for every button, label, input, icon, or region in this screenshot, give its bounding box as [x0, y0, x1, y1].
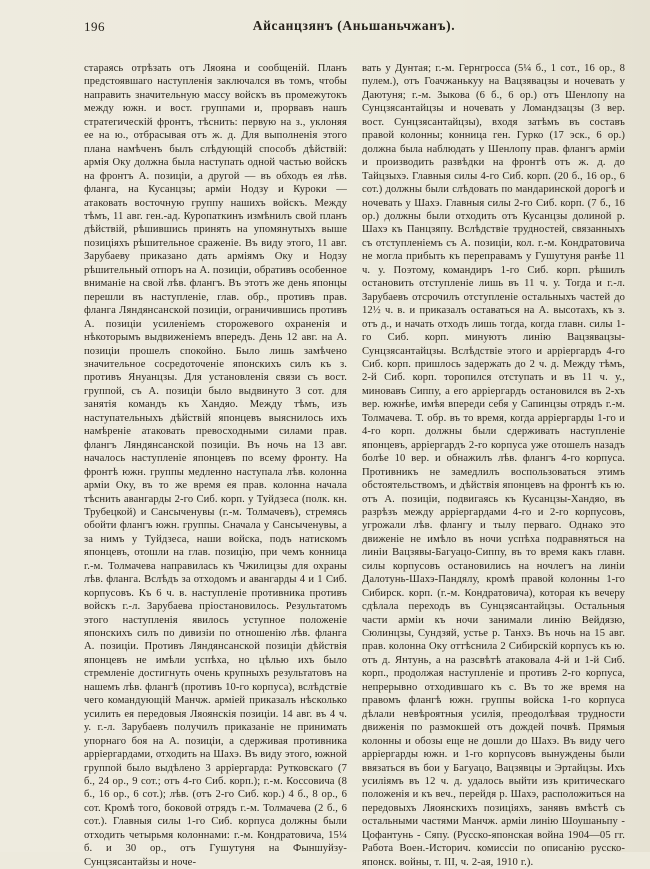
text-columns	[84, 62, 625, 869]
left-column-text: стараясь отрѣзать отъ Ляояна и сообщеній. Планъ предстоявшаго наступленія заключался въ томъ, чтобы направить значительную массу войскъ въ промежутокъ между южн. и вост. группами и, прорвавъ нашъ стратегическій фронтъ, тѣснить: первую на з., уклоняя ее на ю., отбрасывая отъ ж. д. Для выполненія этого плана намѣченъ былъ слѣдующій способъ дѣйствій: армія Оку должна была наступать одной частью войскъ на фронтъ А. позиціи, а другой — въ обходъ ея лѣв. фланга, на Кусанцзы; арміи Нодзу и Куроки — атаковать восточную группу нашихъ войскъ. Между тѣмъ, 11 авг. ген.-ад. Куропаткинъ измѣнилъ свой планъ дѣйствій, рѣшившись принять на упомянутыхъ выше позиціяхъ рѣшительное сраженіе. Въ виду этого, 11 авг. Зарубаеву приказано дать арміямъ Оку и Нодзу рѣшительный отпоръ на А. позиціи, обративъ особенное вниманіе на свой лѣв. флангъ. Въ этотъ же день японцы перешли въ наступленіе, глав. обр., противъ прав. фланга Ляндянсанской позиціи, ограничившись противъ А. позиціи усиленіемъ сторожевого охраненія и нѣкоторымъ выдвиженіемъ впередъ. День 12 авг. на А. позиціи прошелъ спокойно. Было лишь замѣчено значительное сосредоточеніе японскихъ силъ къ з. противъ Януанцзы. Для установленія связи съ вост. группой, съ А. позиціи было выдвинуто 3 сот. для занятія командъ къ Хандяо. Между тѣмъ, изъ наступательныхъ дѣйствій японцевъ выяснилось ихъ намѣреніе атаковать превосходными силами прав. флангъ Ляндянсанской позиціи. Въ ночь на 13 авг. началось наступленіе японцевъ по всему фронту. На фронтѣ южн. группы медленно наступала лѣв. колонна арміи Оку, въ то же время ея прав. колонна начала тѣснить авангарды 2-го Сиб. корп. у Туйдзеса (полк. кн. Трубецкой) и Сансыченувы (г.-м. Толмачевъ), стремясь обойти флангъ южн. группы. Сначала у Сансыченувы, а за нимъ у Туйдзеса, наши войска, подъ натискомъ японцевъ, отошли на глав. позицію, при чемъ конница г.-м. Толмачева направилась къ Чжилицзы для охраны лѣв. фланга. Вслѣдъ за отходомъ и авангарды 4 и 1 Сиб. корпусовъ. Къ 6 ч. в. наступленіе противника противъ войскъ г.-л. Зарубаева пріостановилось. Результатомъ этого наступленія явилось уступное положеніе японскихъ силъ по дивизіи по отношенію лѣв. фланга А. позиціи. Противъ Ляндянсанской позиціи дѣйствія японцевъ не имѣли успѣха, но цѣлью ихъ было стремленіе достигнуть очень крупныхъ результатовъ на нашемъ лѣв. флангѣ (противъ 10-го корпуса), вслѣдствіе чего командующій Манчж. арміей приказалъ нѣсколько усилить ея передовыя Ляоянскія позиціи. 14 авг. въ 4 ч. у. г.-л. Зарубаевъ получилъ приказаніе не принимать упорнаго боя на А. позиціи, а сдерживая противника арріергардами, отходить на Шахэ. Въ виду этого, южной группой было выдѣлено 3 арріергарда: Рутковскаго (7 б., 24 ор., 9 сот.; отъ 4-го Сиб. корп.); г.-м. Коссовича (8 б., 16 ор., 6 сот.); лѣв. (отъ 2-го Сиб. кор.) 4 б., 8 ор., 6 сот. Кромѣ того, боковой отрядъ г.-м. Толмачева (2 б., 6 сот.). Главныя силы 1-го Сиб. корпуса должны были отходить четырьмя колоннами: г.-м. Кондратовича, 15¼ б. и 30 ор., отъ Гушутуня на Фыншуйзу-Сунцзясантайзы и ноче-	[84, 63, 347, 868]
running-head: Айсанцзянъ (Аньшаньчжанъ).	[252, 18, 456, 33]
right-column-text: вать у Дунтая; г.-м. Гернгросса (5¼ б., 1 сот., 16 ор., 8 пулем.), отъ Гоачжанькуу на Вацзявацзы и ночевать у Даютуня; г.-м. Зыкова (6 б., 6 ор.) отъ Шенлопу на Сунцзясантайцзы и ночевать у Ломандзацзы (3 вер. вост. Сунцзясантайцзы), входя затѣмъ въ составъ правой колонны; конница ген. Гурко (17 эск., 6 ор.) должна была наблюдать у Шенлопу прав. флангъ арміи и производить развѣдки на фронтѣ отъ ж. д. до Тайцзыхэ. Главныя силы 4-го Сиб. корп. (20 б., 16 ор., 6 сот.) должны были слѣдовать по мандаринской дорогѣ и ночевать у Шахэ. Главныя силы 2-го Сиб. корп. (7 б., 16 ор.) должны были отходить отъ Кусанцзы долиной р. Шахэ къ Панцзяпу. Вслѣдствіе трудностей, связанныхъ съ отступленіемъ съ А. позиціи, кол. г.-м. Кондратовича не могла прибыть къ переправамъ у Гушутуня ранѣе 11 ч. у. Поэтому, командиръ 1-го Сиб. корп. рѣшилъ остановить отступленіе лишь въ 11 ч. у. Тогда и г.-л. Зарубаевъ отсрочилъ отступленіе остальныхъ частей до 12½ ч. в. и приказалъ оставаться на А. высотахъ, къ з. отъ д., и начать отходъ лишь тогда, когда главн. силы 1-го Сиб. корп. минуютъ линію Вацзявацзы-Сунцзясантайцзы. Вслѣдствіе этого и арріергардъ 4-го Сиб. корп. пришлось задержать до 2 ч. д. Между тѣмъ, 2-й Сиб. корп. торопился отступать и въ 11 ч. у., миновавъ Сиппу, а его арріергардъ остановился въ 2-хъ вер. южнѣе, имѣя впереди себя у Сапинцзы отрядъ г.-м. Толмачева. Т. обр. въ то время, когда арріергарды 1-го и 4-го корп. должны были сдерживать наступленіе японцевъ, арріергардъ 2-го корпуса уже отошелъ назадъ болѣе 10 вер. и обнажилъ лѣв. флангъ 4-го корпуса. Противникъ не замедлилъ воспользоваться этимъ обстоятельствомъ, и дѣйствія японцевъ на фронтѣ къ ю. отъ А. позиціи, подвигаясь къ Кусанцзы-Хандяо, въ разрѣзъ между арріергардами 4-го и 2-го корпусовъ, угрожали лѣв. флангу и тылу перваго. Однако это движеніе не имѣло въ ночи успѣха подравняться на линіи Вацзявы-Багуацо-Сиппу, въ то время какъ главн. силы корпусовъ остановились на ночлегъ на линіи Далотунь-Шахэ-Пандялу, кромѣ правой колонны 1-го Сибирск. корп. (г.-м. Кондратовича), которая къ вечеру сдѣлала переходъ въ Сунцзясантайцзы. Остальныя части арміи къ ночи занимали линію Вейдязю, Сюлинцзы, Сундзяй, устье р. Танхэ. Въ ночь на 15 авг. прав. колонна Оку оттѣснила 2 Сибирскій корпусъ къ ю. отъ д. Янтунь, а на разсвѣтѣ атаковала 4-й и 1-й Сиб. корп., продолжая наступленіе и противъ 2-го корпуса, непрерывно отходившаго къ с. Въ то же время на правомъ флангѣ южн. группы войска 1-го корпуса дѣлали невѣроятныя усилія, преодолѣвая трудности движенія по размокшей отъ дождей почвѣ. Прямыя колонны и обозы еще не дошли до Шахэ. Въ виду чего арріергарды южн. и 1-го корпусовъ вынуждены были ввязаться въ бои у Багуацо, Вацзявцы и Эртайцзы. Ихъ усиліямъ въ 12 ч. д. удалось выйти изъ критическаго положенія и къ веч., перейдя р. Шахэ, расположиться на передовыхъ Ляоянскихъ позиціяхъ, занявъ вмѣстѣ съ остальными частями Манчж. арміи линію Шоушаньпу - Цофантунь - Сяпу. (Русско-японская война 1904—05 гг. Работа Воен.-Историч. комиссіи по описанію русско-японск. войны, т. III, ч. 2-ая, 1910 г.).	[362, 63, 625, 868]
page-number: 196	[84, 19, 105, 34]
right-column	[362, 62, 625, 869]
left-column	[84, 62, 347, 869]
page-header	[84, 18, 624, 38]
